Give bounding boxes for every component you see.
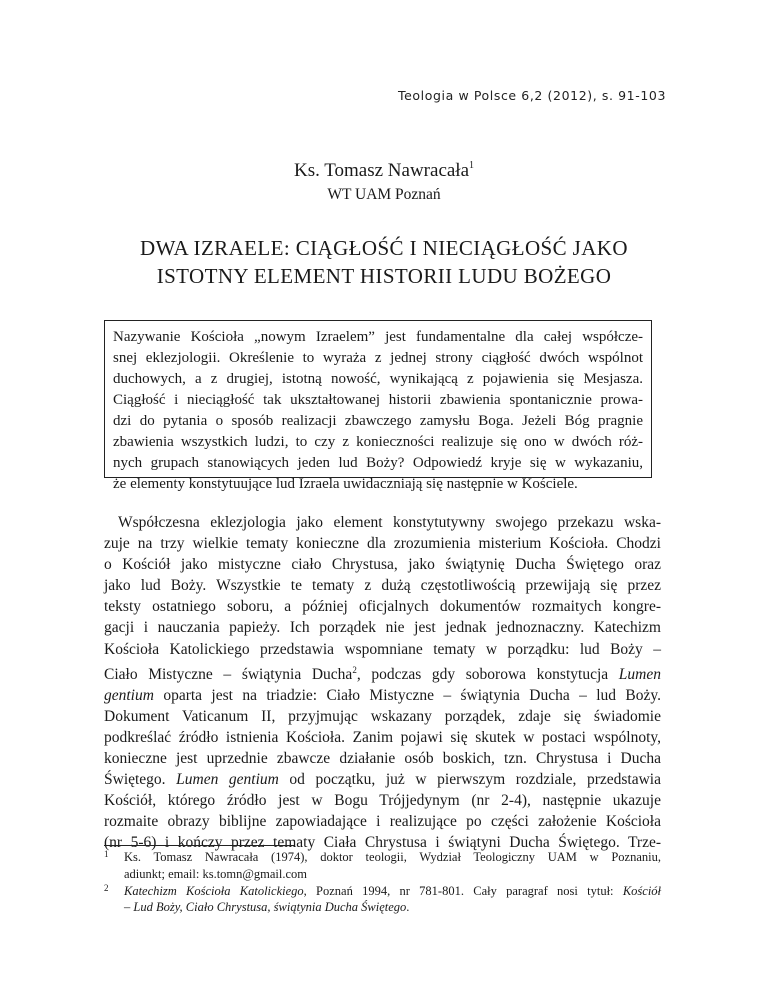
running-head: Teologia w Polsce 6,2 (2012), s. 91-103 [398,88,666,103]
body-text [104,512,661,854]
abstract-line: Nazywanie Kościoła „nowym Izraelem” jest fundamentalne dla całej współcze- [113,329,643,345]
body-line: konieczne jest uprzednie zbawcze działanie osób boskich, tzn. Chrystusa i Ducha [104,750,661,768]
body-line: jako lud Boży. Wszystkie te tematy z dużą częstotliwością przewijają się przez [104,577,661,595]
footnote-line: Ks. Tomasz Nawracała (1974), doktor teologii, Wydział Teologiczny UAM w Poznaniu, [124,850,661,864]
body-line: Kościół, którego źródło jest w Bogu Trójjedynym (nr 2-4), następnie ukazuje [104,792,661,810]
document-title-italic: Lumen gentium [176,771,279,789]
author-name-text: Ks. Tomasz Nawracała [293,160,470,181]
body-line [104,660,661,685]
body-text-run: od początku, już w pierwszym rozdziale, przedstawia [278,771,661,789]
abstract-line: że elementy konstytuujące lud Izraela uwidaczniają się następnie w Kościele. [113,476,578,492]
author-footnote-marker[interactable]: 1 [469,160,475,171]
abstract-line: Ciągłość i nieciągłość tak ukształtowanej historii zbawienia spontanicznie prowa- [113,392,643,408]
title-line: DWA IZRAELE: CIĄGŁOŚĆ I NIECIĄGŁOŚĆ JAKO [140,236,628,260]
body-line: (nr 5-6) i kończy przez tematy Ciała Chrystusa i świątyni Ducha Świętego. Trze- [104,834,661,852]
author-name [0,160,768,182]
body-line [104,769,661,790]
footnote-marker[interactable]: 2 [352,664,357,675]
footnote-separator [104,845,294,846]
body-line: zuje na trzy wielkie tematy konieczne dla zrozumienia misterium Kościoła. Chodzi [104,535,661,553]
abstract-box [104,320,652,492]
footnote-line [124,899,661,916]
abstract-line: snej eklezjologii. Określenie to wyraża z jednej strony ciągłość dwóch wspólnot [113,350,643,366]
body-line: Dokument Vaticanum II, przyjmując wskazany porządek, zdaje się świadomie [104,707,661,725]
footnote-line [124,883,661,900]
body-line: podkreślać źródło istnienia Kościoła. Zanim pojawi się skutek w postaci wspólnoty, [104,728,661,746]
footnote-number: 1 [104,849,109,859]
body-text-run: oparta jest na triadzie: Ciało Mistyczne – świątynia Ducha – lud Boży. [153,686,661,704]
body-line: rozmaite obrazy biblijne zapowiadające i realizujące po części założenie Kościoła [104,813,661,831]
body-line: gacji i nauczania papieży. Ich porządek nie jest jednak jednoznaczny. Katechizm [104,619,661,637]
footnote-1 [104,849,661,883]
body-text-run: Świętego. [104,771,177,789]
abstract-line: dzi do pytania o sposób realizacji zbawczego zamysłu Boga. Jeżeli Bóg pragnie [113,413,643,429]
author-affiliation: WT UAM Poznań [327,186,441,203]
document-title-italic: gentium [104,686,154,704]
footnote-text-run: . [406,900,410,915]
body-line: Kościoła Katolickiego przedstawia wspomniane tematy w porządku: lud Boży – [104,640,661,658]
document-title-italic: Lumen [618,665,661,683]
footnote-2 [104,883,661,917]
document-title-italic: Kościół [622,883,662,898]
body-line: teksty ostatniego soboru, a później oficjalnych dokumentów rozmaitych kongre- [104,598,661,616]
body-text-run: , podczas gdy soborowa konstytucja [356,665,619,683]
body-text-run: Ciało Mistyczne – świątynia Ducha [104,665,353,683]
document-title-italic: – Lud Boży, Ciało Chrystusa, świątynia Ducha Świętego [124,900,407,915]
title-line: ISTOTNY ELEMENT HISTORII LUDU BOŻEGO [156,264,612,288]
footnote-text-run: , Poznań 1994, nr 781-801. Cały paragraf nosi tytuł: [303,883,623,898]
footnotes [104,849,661,916]
abstract-line: nych grupach stanowiących jeden lud Boży? Odpowiedź kryje się w wykazaniu, [113,455,643,471]
document-title-italic: Katechizm Kościoła Katolickiego [124,883,304,898]
footnote-number: 2 [104,882,109,893]
article-title [0,234,768,290]
body-line [104,685,661,706]
abstract-line: duchowych, a z drugiej, istotną nowość, wynikającą z pojawienia się Mesjasza. [113,371,643,387]
abstract-line: zbawienia wszystkich ludzi, to czy z konieczności realizuje się ono w dwóch róż- [113,434,643,450]
body-line: o Kościół jako mistyczne ciało Chrystusa, jako świątynię Ducha Świętego oraz [104,556,661,574]
body-line: Współczesna eklezjologia jako element konstytutywny swojego przekazu wska- [118,514,661,531]
footnote-line: adiunkt; email: ks.tomn@gmail.com [124,866,308,881]
